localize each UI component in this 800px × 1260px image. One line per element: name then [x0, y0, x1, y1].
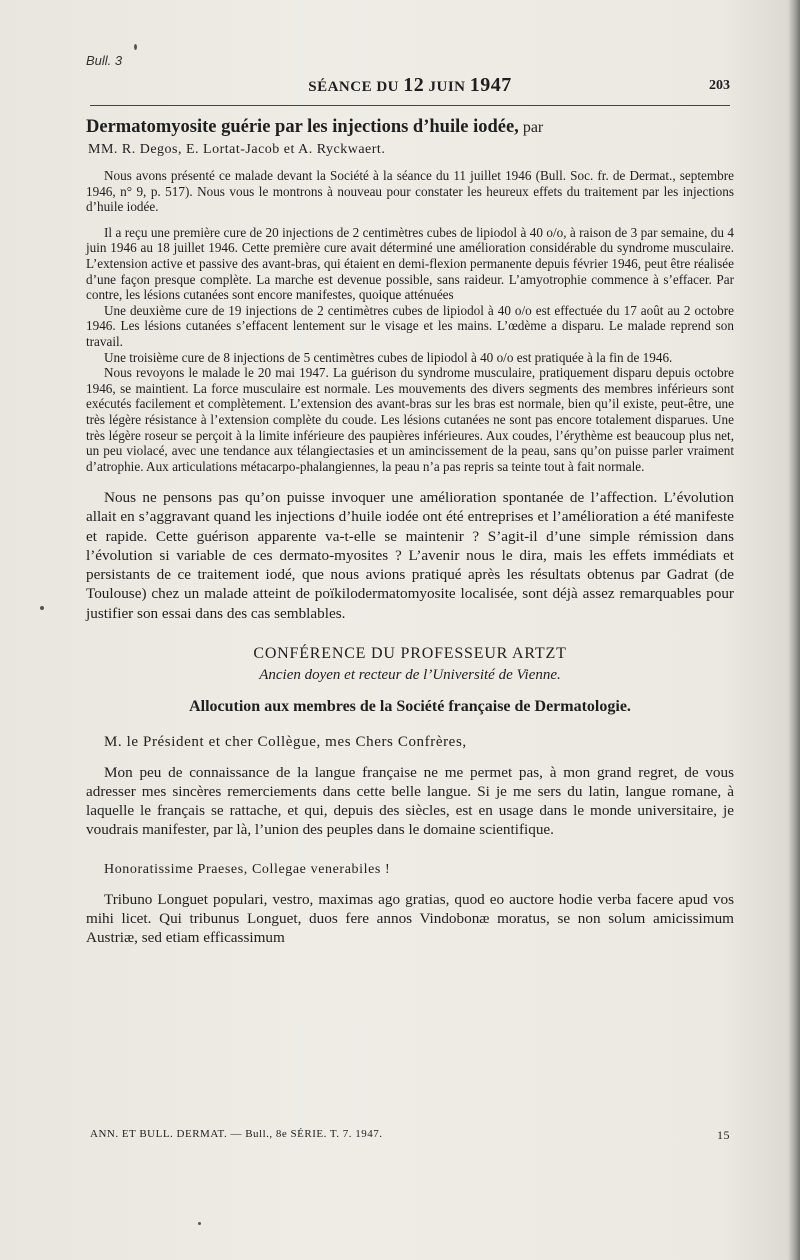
- paragraph-latin-address: Tribuno Longuet populari, vestro, maximas ago gratias, quod eo auctore hodie verba facere apud vos mihi licet. Qui tribunus Longuet, duos fere annos Vindobonæ moratus, se non solum amicissimum Austriæ, sed etiam efficassimum: [86, 890, 734, 946]
- article-title-main: Dermatomyosite guérie par les injections d’huile iodée,: [86, 117, 519, 137]
- salutation: M. le Président et cher Collègue, mes Chers Confrères,: [104, 733, 467, 750]
- page-content: [86, 116, 734, 947]
- speck: [40, 606, 44, 610]
- paragraph-first-cure: Il a reçu une première cure de 20 injections de 2 centimètres cubes de lipiodol à 40 o/o, à raison de 3 par semaine, du 4 juin 1946 au 18 juillet 1946. Cette première cure avait déterminé une amélioration considérable du syndrome musculaire. L’extension active et passive des avant-bras, qui étaient en demi-flexion permanente depuis février 1946, peut être réalisée d’une façon presque complète. La marche est devenue possible, sans raideur. L’amyotrophie commence à s’effacer. Par contre, les lésions cutanées sont encore manifestes, quoique atténuées: [86, 224, 734, 303]
- session-date-pre: SÉANCE DU: [308, 79, 404, 95]
- article-authors: MM. R. Degos, E. Lortat-Jacob et A. Ryckwaert.: [88, 142, 386, 157]
- salutation-latin: Honoratissime Praeses, Collegae venerabiles !: [104, 861, 391, 877]
- signature-mark: 15: [717, 1128, 730, 1142]
- session-date-month: JUIN: [424, 79, 470, 95]
- session-date-year: 1947: [469, 74, 512, 96]
- paragraph-french-address: Mon peu de connaissance de la langue française ne me permet pas, à mon grand regret, de vous adresser mes sincères remerciements dans cette belle langue. Si je me sers du latin, langue romane, à laquelle le français se rattache, et qui, depuis des siècles, est en usage dans le monde universitaire, je voudrais manifester, par là, l’union des peuples dans le domaine scientifique.: [86, 763, 734, 839]
- allocution-heading: Allocution aux membres de la Société française de Dermatologie.: [189, 697, 631, 715]
- paragraph-third-cure: Une troisième cure de 8 injections de 5 centimètres cubes de lipiodol à 40 o/o est pratiquée à la fin de 1946.: [104, 349, 673, 365]
- conference-title: CONFÉRENCE DU PROFESSEUR ARTZT: [253, 644, 567, 662]
- paragraph-second-cure: Une deuxième cure de 19 injections de 2 centimètres cubes de lipiodol à 40 o/o est effectuée du 17 août au 2 octobre 1946. Les lésions cutanées s’effacent lentement sur le visage et les mains. L’œdème a disparu. Le malade reprend son travail.: [86, 302, 734, 349]
- session-date-day: 12: [403, 74, 425, 96]
- paragraph-intro: Nous avons présenté ce malade devant la Société à la séance du 11 juillet 1946 (Bull. Soc. fr. de Dermat., septembre 1946, n° 9, p. 517). Nous vous le montrons à nouveau pour constater les heureux effets du traitement par les injections d’huile iodée.: [86, 168, 734, 215]
- article-title-par: par: [518, 119, 544, 136]
- speck: [198, 1222, 201, 1225]
- paragraph-conclusion: Nous ne pensons pas qu’on puisse invoquer une amélioration spontanée de l’affection. L’évolution allait en s’aggravant quand les injections d’huile iodée ont été entreprises et l’amélioration a été manifeste et rapide. Cette guérison apparente va-t-elle se maintenir ? S’agit-il d’une simple rémission dans l’évolution si variable de ces dermato-myosites ? L’avenir nous le dira, mais les effets immédiats et persistants de ce traitement iodé, que nous avions pratiqué après les résultats obtenus par Gadrat (de Toulouse) chez un malade atteint de poïkilodermatomyosite localisée, sont déjà assez remarquables pour justifier son essai dans des cas semblables.: [86, 489, 734, 622]
- article-title: [86, 116, 734, 139]
- spacer: [86, 474, 734, 488]
- page-edge-shadow: [788, 0, 800, 1260]
- paragraph-follow-up: Nous revoyons le malade le 20 mai 1947. La guérison du syndrome musculaire, pratiquement disparu depuis octobre 1946, se maintient. La force musculaire est normale. Les mouvements des divers segments des membres inférieurs sont exécutés facilement et complètement. L’extension des avant-bras sur les bras est normale, bien qu’il existe, peut-être, une très légère résistance à l’extension complète du coude. Les lésions cutanées ne sont pas encore totalement disparues. Une très légère roseur se perçoit à la limite inférieure des paupières inférieures. Aux coudes, l’érythème est beaucoup plus net, un peu violacé, avec une tendance aux télangiectasies et un amincissement de la peau, sans qu’on puisse parler vraiment d’atrophie. Aux articulations métacarpo-phalangiennes, la peau n’a pas repris sa teinte tout à fait normale.: [86, 365, 734, 474]
- session-date: [90, 74, 730, 97]
- header-rule: [90, 105, 730, 106]
- running-head: [90, 74, 730, 96]
- bulletin-reference: Bull. 3: [86, 53, 123, 68]
- conference-subtitle: Ancien doyen et recteur de l’Université de Vienne.: [259, 666, 561, 683]
- journal-citation: ANN. ET BULL. DERMAT. — Bull., 8e SÉRIE. T. 7. 1947.: [90, 1128, 383, 1140]
- page-number: 203: [709, 78, 730, 93]
- speck: [134, 44, 137, 50]
- page-footer: [90, 1128, 730, 1140]
